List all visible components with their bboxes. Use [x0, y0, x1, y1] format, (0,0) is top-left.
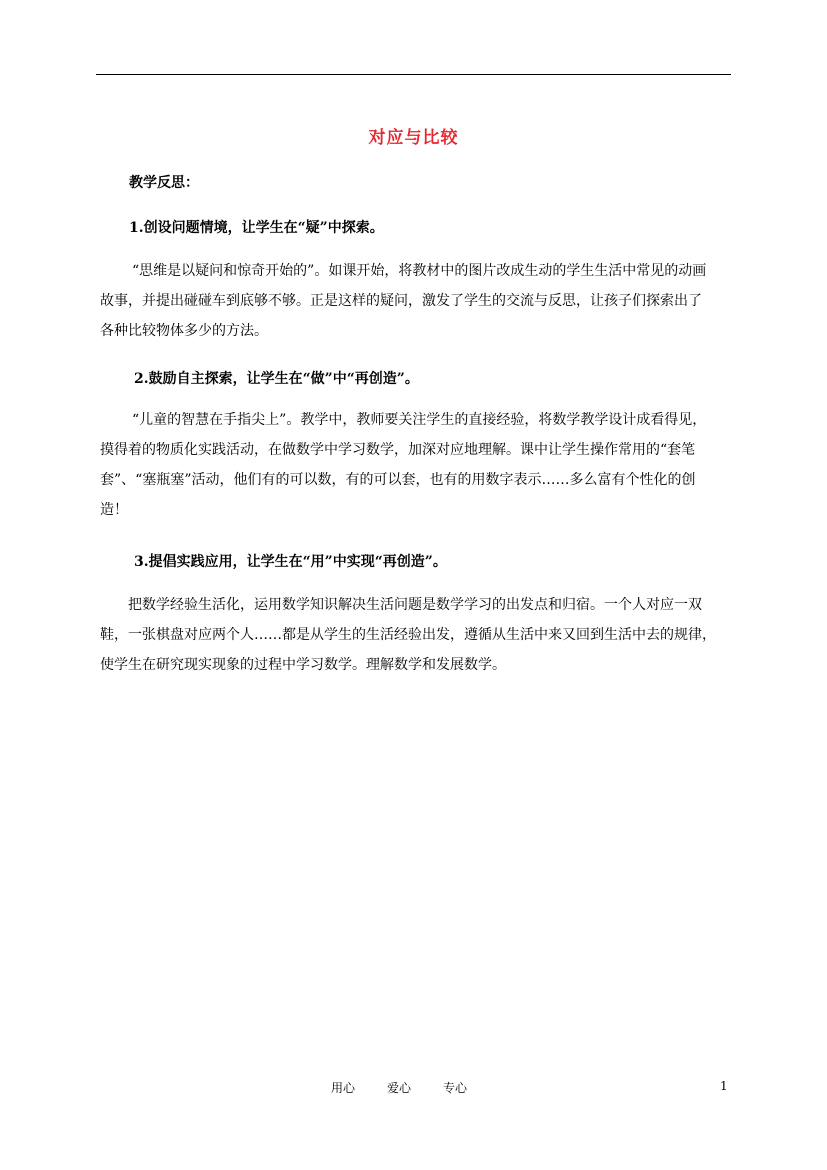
paragraph-line: 套”、“塞瓶塞”活动，他们有的可以数，有的可以套，也有的用数字表示……多么富有个性化的创 — [100, 472, 696, 488]
paragraph-line: “思维是以疑问和惊奇开始的”。如课开始，将教材中的图片改成生动的学生生活中常见的动画 — [132, 263, 707, 279]
paragraph-line: “儿童的智慧在手指尖上”。教学中，教师要关注学生的直接经验，将数学教学设计成看得见， — [132, 412, 707, 428]
section-label: 教学反思： — [129, 175, 199, 191]
paragraph-line: 各种比较物体多少的方法。 — [100, 323, 268, 339]
paragraph-1 — [100, 256, 730, 346]
paragraph-line: 把数学经验生活化，运用数学知识解决生活问题是数学学习的出发点和归宿。一个人对应一双 — [128, 597, 702, 613]
section-heading-3: 3.提倡实践应用，让学生在“用”中实现“再创造”。 — [134, 554, 447, 570]
footer-word: 专心 — [443, 1081, 468, 1095]
footer-word: 用心 — [331, 1081, 356, 1095]
page-title: 对应与比较 — [368, 128, 459, 148]
section-heading-1: 1.创设问题情境，让学生在“疑”中探索。 — [129, 220, 384, 236]
section-heading-2: 2.鼓励自主探索，让学生在“做”中“再创造”。 — [134, 371, 419, 387]
header-rule — [96, 74, 731, 75]
paragraph-3 — [100, 590, 730, 680]
paragraph-line: 使学生在研究现实现象的过程中学习数学。理解数学和发展数学。 — [100, 657, 506, 673]
paragraph-line: 造！ — [100, 502, 128, 518]
paragraph-line: 鞋，一张棋盘对应两个人……都是从学生的生活经验出发，遵循从生活中来又回到生活中去的规律， — [100, 627, 716, 643]
footer-word: 爱心 — [387, 1081, 412, 1095]
paragraph-line: 故事，并提出碰碰车到底够不够。正是这样的疑问，激发了学生的交流与反思，让孩子们探索出了 — [100, 293, 702, 309]
paragraph-2 — [100, 405, 730, 525]
page-number: 1 — [720, 1079, 728, 1093]
paragraph-line: 摸得着的物质化实践活动，在做数学中学习数学，加深对应地理解。课中让学生操作常用的“套笔 — [100, 442, 696, 458]
